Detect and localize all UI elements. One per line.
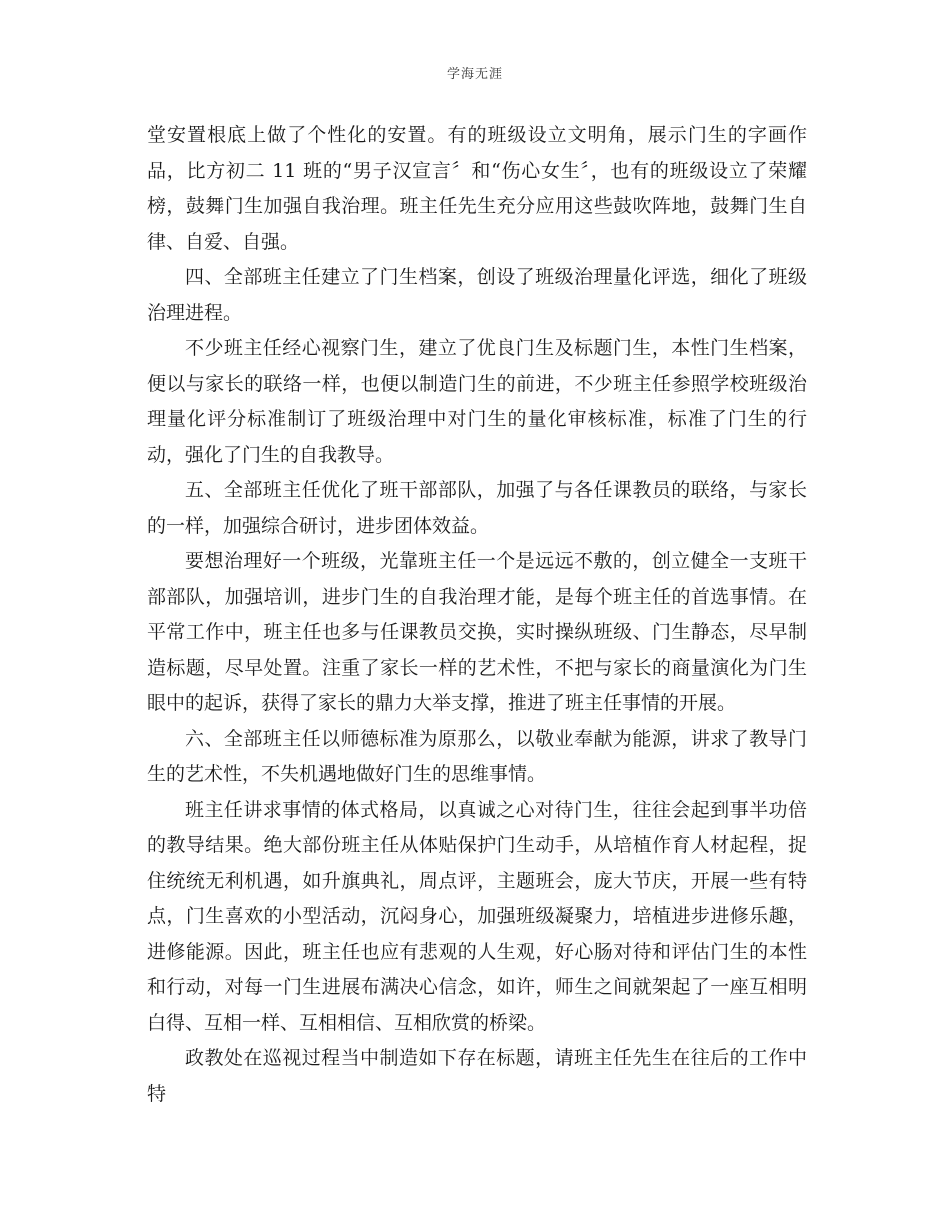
document-body xyxy=(147,118,807,1112)
paragraph-issues-found: 政教处在巡视过程当中制造如下存在标题，请班主任先生在往后的工作中特 xyxy=(147,1047,807,1105)
paragraph-continuation: 堂安置根底上做了个性化的安置。有的班级设立文明角，展示门生的字画作品，比方初二 11 班的“男子汉宣言〞和“伤心女生〞，也有的班级设立了荣耀榜，鼓舞门生加强自我治理。班主任先生充分应用这些鼓吹阵地，鼓舞门生自律、自爱、自强。 xyxy=(147,124,807,253)
paragraph-section-four-heading: 四、全部班主任建立了门生档案，创设了班级治理量化评选，细化了班级治理进程。 xyxy=(147,266,807,324)
page-header: 学海无涯 xyxy=(446,67,503,82)
paragraph-student-files: 不少班主任经心视察门生，建立了优良门生及标题门生，本性门生档案，便以与家长的联络一样，也便以制造门生的前进，不少班主任参照学校班级治理量化评分标准制订了班级治理中对门生的量化审核标准，标准了门生的行动，强化了门生的自我教导。 xyxy=(147,337,807,466)
paragraph-class-cadres: 要想治理好一个班级，光靠班主任一个是远远不敷的，创立健全一支班干部部队，加强培训，进步门生的自我治理才能，是每个班主任的首选事情。在平常工作中，班主任也多与任课教员交换，实时操纵班级、门生静态，尽早制造标题，尽早处置。注重了家长一样的艺术性，不把与家长的商量演化为门生眼中的起诉，获得了家长的鼎力大举支撑，推进了班主任事情的开展。 xyxy=(147,550,807,714)
paragraph-section-six-heading: 六、全部班主任以师德标准为原那么，以敬业奉献为能源，讲求了教导门生的艺术性，不失机遇地做好门生的思维事情。 xyxy=(147,727,807,785)
paragraph-section-five-heading: 五、全部班主任优化了班干部部队，加强了与各任课教员的联络，与家长的一样，加强综合研讨，进步团体效益。 xyxy=(147,479,807,537)
paragraph-teaching-art: 班主任讲求事情的体式格局，以真诚之心对待门生，往往会起到事半功倍的教导结果。绝大部份班主任从体贴保护门生动手，从培植作育人材起程，捉住统统无利机遇，如升旗典礼，周点评，主题班会，庞大节庆，开展一些有特点，门生喜欢的小型活动，沉闷身心，加强班级凝聚力，培植进步进修乐趣，进修能源。因此，班主任也应有悲观的人生观，好心肠对待和评估门生的本性和行动，对每一门生进展布满决心信念，如许，师生之间就架起了一座互相明白得、互相一样、互相相信、互相欣赏的桥梁。 xyxy=(147,798,807,1034)
